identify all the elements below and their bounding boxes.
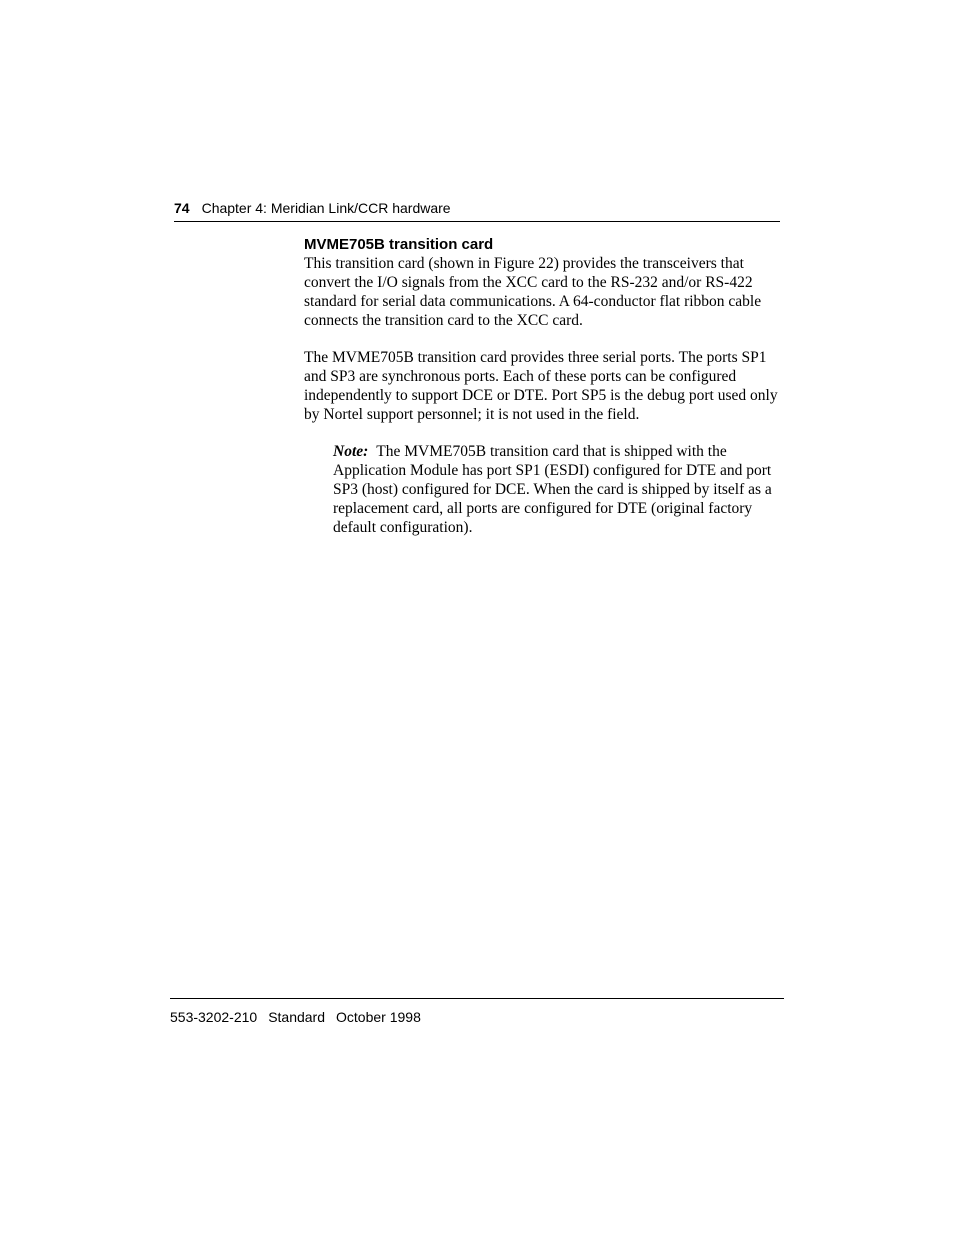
doc-status: Standard	[268, 1009, 326, 1025]
doc-number: 553-3202-210	[170, 1009, 258, 1025]
section-heading: MVME705B transition card	[304, 236, 494, 253]
page-header	[174, 199, 780, 222]
note-text: The MVME705B transition card that is shipped with the Application Module has port SP1 (ESDI) configured for DTE and port SP3 (host) configured for DCE. When the card is shipped by itself as a replacement card, all ports are configured for DTE (original factory default configuration).	[333, 443, 772, 536]
note-label: Note:	[333, 443, 369, 460]
paragraph-ports: The MVME705B transition card provides three serial ports. The ports SP1 and SP3 are synchronous ports. Each of these ports can be configured independently to support DCE or DTE. Port SP5 is the debug port used only by Nortel support personnel; it is not used in the field.	[304, 349, 778, 423]
doc-date: October 1998	[336, 1009, 421, 1025]
page-number: 74	[174, 200, 190, 216]
note-block	[333, 442, 786, 537]
chapter-title: Chapter 4: Meridian Link/CCR hardware	[201, 200, 451, 216]
page-footer	[170, 998, 784, 1026]
paragraph-intro: This transition card (shown in Figure 22) provides the transceivers that convert the I/O signals from the XCC card to the RS-232 and/or RS-422 standard for serial data communications. A 64-conductor flat ribbon cable connects the transition card to the XCC card.	[304, 255, 762, 329]
main-content	[304, 235, 786, 537]
